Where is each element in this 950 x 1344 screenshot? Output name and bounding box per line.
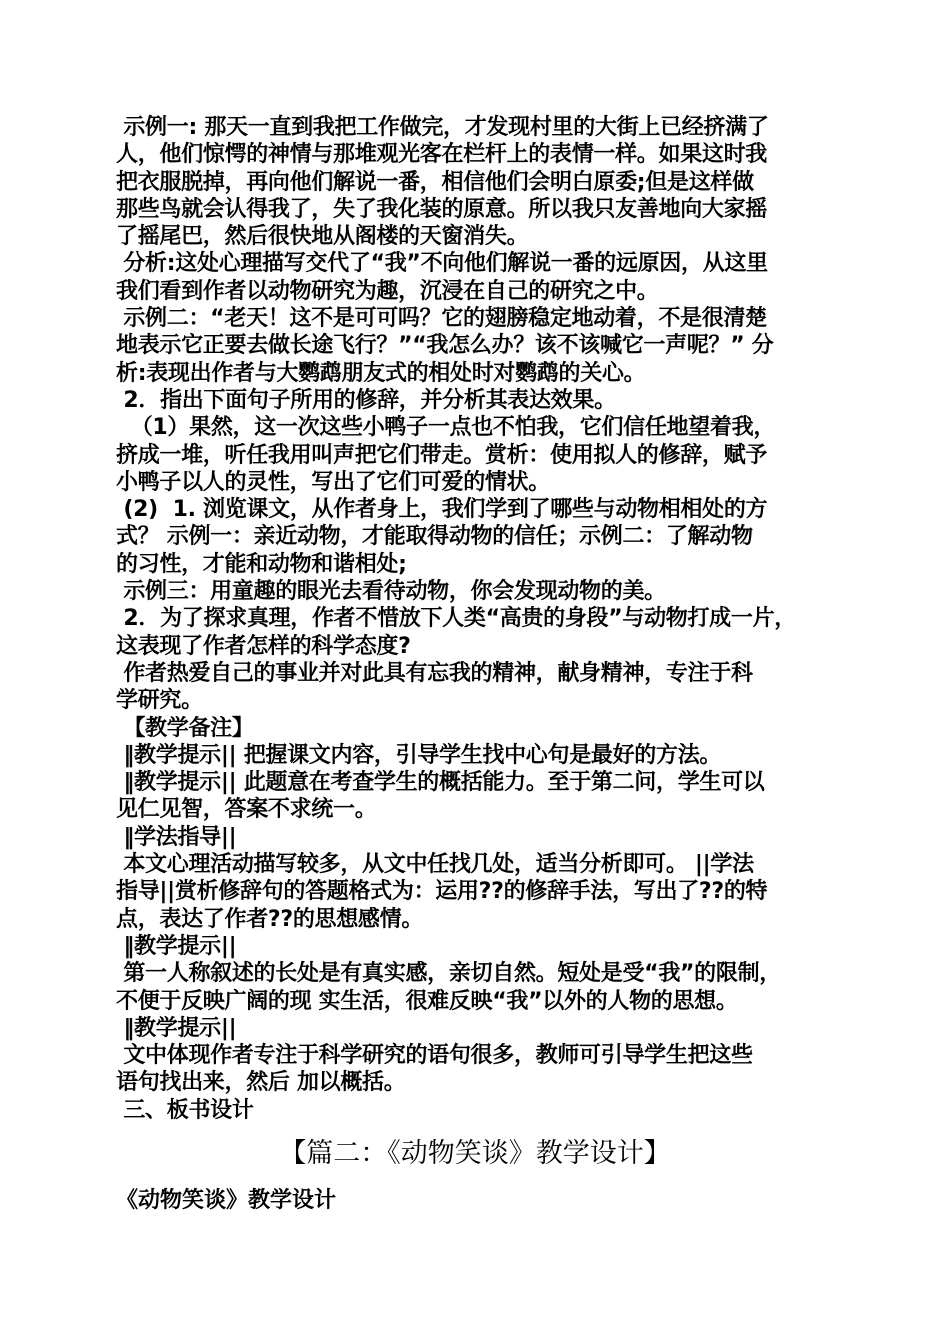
text-line: 【教学备注】 [116, 715, 254, 741]
text-line: 地表示它正要去做长途飞行？”“我怎么办？该不该喊它一声呢？” 分 [116, 333, 774, 359]
text-line: 第一人称叙述的长处是有真实感，亲切自然。短处是受“我”的限制， [116, 961, 781, 987]
text-line: 的习性，才能和动物和谐相处; [116, 551, 407, 577]
document-body [116, 114, 838, 1124]
section-title: 【篇二：《动物笑谈》教学设计】 [279, 1138, 671, 1169]
text-line: 2．指出下面句子所用的修辞，并分析其表达效果。 [116, 387, 616, 413]
text-line: 三、板书设计 [116, 1097, 254, 1123]
text-line: 示例一: 那天一直到我把工作做完，才发现村里的大街上已经挤满了 [116, 115, 769, 140]
text-line: 把衣服脱掉，再向他们解说一番，相信他们会明白原委;但是这样做 [116, 169, 754, 195]
text-line: 见仁见智，答案不求统一。 [116, 797, 377, 823]
text-line: 指导||赏析修辞句的答题格式为：运用??的修辞手法，写出了??的特 [116, 879, 768, 905]
text-line: ‖教学提示|| [116, 933, 237, 959]
text-line: 式？ 示例一：亲近动物，才能取得动物的信任；示例二：了解动物 [116, 524, 753, 550]
text-line: 那些鸟就会认得我了，失了我化装的原意。所以我只友善地向大家摇 [116, 196, 768, 222]
text-line: 学研究。 [116, 688, 203, 714]
text-line: ‖教学提示|| 此题意在考查学生的概括能力。至于第二问，学生可以 [116, 770, 765, 796]
text-line: (2) 1. 浏览课文，从作者身上，我们学到了哪些与动物相相处的方 [116, 497, 768, 523]
text-line: 2．为了探求真理，作者不惜放下人类“高贵的身段”与动物打成一片， [116, 606, 796, 632]
text-line: 示例二：“老天！这不是可可吗？它的翅膀稳定地动着，不是很清楚 [116, 306, 767, 332]
text-line: 点，表达了作者??的思想感情。 [116, 906, 424, 932]
text-line: 小鸭子以人的灵性，写出了它们可爱的情状。 [116, 469, 551, 495]
text-line: 分析:这处心理描写交代了“我”不向他们解说一番的远原因，从这里 [116, 251, 768, 277]
text-line: ‖教学提示|| [116, 1015, 237, 1041]
text-line: 我们看到作者以动物研究为趣，沉浸在自己的研究之中。 [116, 278, 659, 304]
text-line: 语句找出来，然后 加以概括。 [116, 1070, 406, 1096]
text-line: 这表现了作者怎样的科学态度? [116, 633, 411, 659]
text-line: 了摇尾巴，然后很快地从阁楼的天窗消失。 [116, 224, 529, 250]
document-subtitle: 《动物笑谈》教学设计 [116, 1188, 337, 1213]
text-line: ‖教学提示|| 把握课文内容，引导学生找中心句是最好的方法。 [116, 742, 722, 768]
text-line: 不便于反映广阔的现 实生活，很难反映“我”以外的人物的思想。 [116, 988, 738, 1014]
text-line: 示例三：用童趣的眼光去看待动物，你会发现动物的美。 [116, 579, 666, 605]
text-line: 析:表现出作者与大鹦鹉朋友式的相处时对鹦鹉的关心。 [116, 360, 646, 386]
text-line: （1）果然，这一次这些小鸭子一点也不怕我，它们信任地望着我， [116, 415, 776, 441]
text-line: 挤成一堆，听任我用叫声把它们带走。赏析：使用拟人的修辞，赋予 [116, 442, 768, 468]
text-line: 作者热爱自己的事业并对此具有忘我的精神，献身精神，专注于科 [116, 660, 753, 686]
text-line: 本文心理活动描写较多，从文中任找几处，适当分析即可。 ||学法 [116, 852, 754, 878]
text-line: 人，他们惊愕的神情与那堆观光客在栏杆上的表情一样。如果这时我 [116, 142, 768, 168]
text-line: 文中体现作者专注于科学研究的语句很多，教师可引导学生把这些 [116, 1043, 753, 1069]
text-line: ‖学法指导|| [116, 824, 237, 850]
